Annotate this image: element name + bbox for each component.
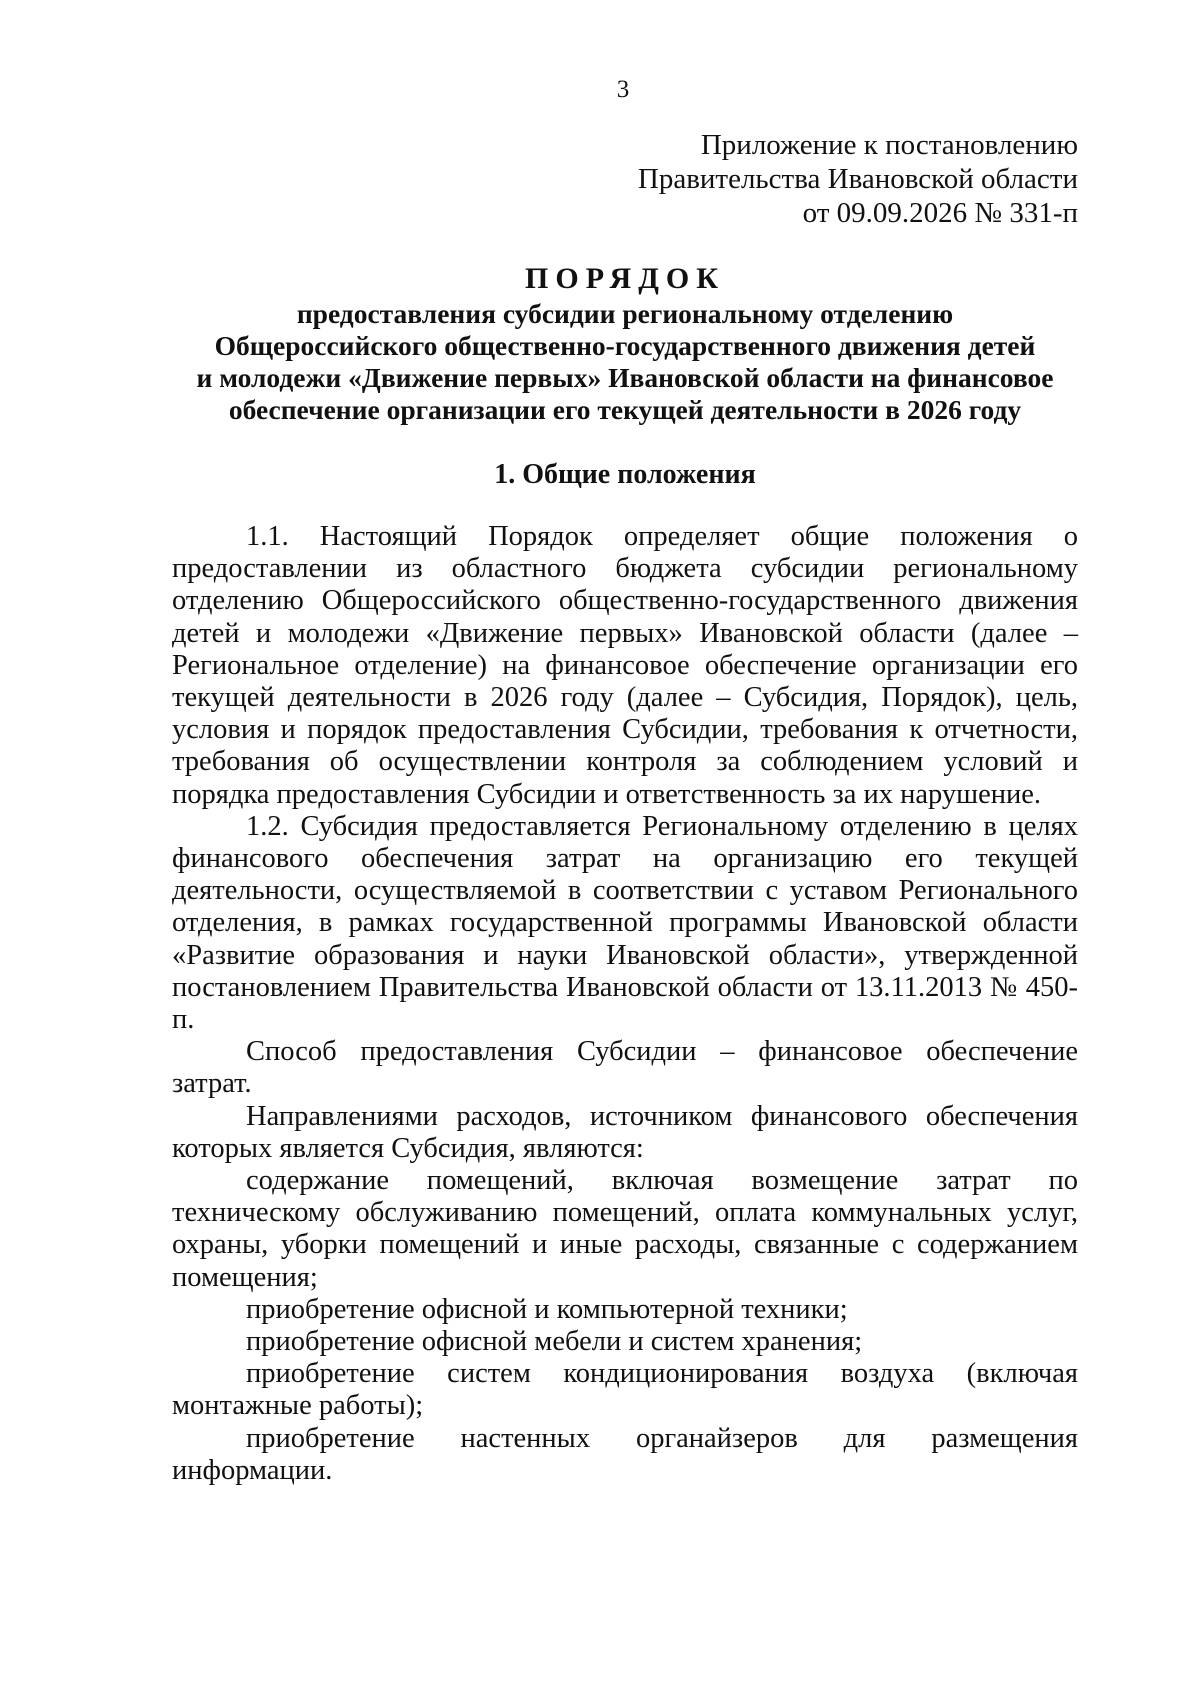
document-subtitle-line-2: Общероссийского общественно-государственного движения детей bbox=[214, 330, 1036, 361]
list-item: приобретение настенных органайзеров для размещения информации. bbox=[172, 1422, 1078, 1486]
section-heading: 1. Общие положения bbox=[494, 459, 756, 490]
appendix-line-2: Правительства Ивановской области bbox=[637, 163, 1078, 195]
list-item: приобретение офисной и компьютерной техники; bbox=[246, 1293, 848, 1325]
document-subtitle-line-4: обеспечение организации его текущей деятельности в 2026 году bbox=[228, 394, 1022, 425]
list-item: приобретение офисной мебели и систем хранения; bbox=[246, 1326, 863, 1358]
list-item: содержание помещений, включая возмещение затрат по техническому обслуживанию помещений, оплата коммунальных услуг, охраны, уборки помещений и иные расходы, связанные с содержанием помещения; bbox=[172, 1165, 1078, 1293]
document-title-block bbox=[172, 262, 1078, 426]
appendix-line-3: от 09.09.2026 № 331-п bbox=[802, 197, 1078, 229]
appendix-line-1: Приложение к постановлению bbox=[700, 129, 1078, 161]
document-body bbox=[172, 521, 1078, 1487]
list-item: приобретение систем кондиционирования воздуха (включая монтажные работы); bbox=[172, 1358, 1078, 1422]
paragraph-expense-directions: Направлениями расходов, источником финансового обеспечения которых является Субсидия, являются: bbox=[172, 1100, 1078, 1164]
paragraph-subsidy-method: Способ предоставления Субсидии – финансовое обеспечение затрат. bbox=[172, 1036, 1078, 1100]
page-number: 3 bbox=[616, 76, 630, 103]
appendix-reference bbox=[638, 128, 1078, 230]
paragraph-1-2: 1.2. Субсидия предоставляется Региональному отделению в целях финансового обеспечения затрат на организацию его текущей деятельности, осуществляемой в соответствии с уставом Регионального отделения, в рамках государственной программы Ивановской области «Развитие образования и науки Ивановской области», утвержденной постановлением Правительства Ивановской области от 13.11.2013 № 450-п. bbox=[172, 810, 1078, 1036]
document-subtitle-line-1: предоставления субсидии региональному отделению bbox=[296, 298, 954, 329]
paragraph-1-1: 1.1. Настоящий Порядок определяет общие положения о предоставлении из областного бюджета субсидии региональному отделению Общероссийского общественно-государственного движения детей и молодежи «Движение первых» Ивановской области (далее – Региональное отделение) на финансовое обеспечение организации его текущей деятельности в 2026 году (далее – Субсидия, Порядок), цель, условия и порядок предоставления Субсидии, требования к отчетности, требования об осуществлении контроля за соблюдением условий и порядка предоставления Субсидии и ответственность за их нарушение. bbox=[172, 521, 1078, 810]
document-subtitle-line-3: и молодежи «Движение первых» Ивановской области на финансовое bbox=[196, 362, 1054, 393]
document-title: ПОРЯДОК bbox=[525, 262, 725, 295]
document-subtitle bbox=[172, 298, 1078, 426]
